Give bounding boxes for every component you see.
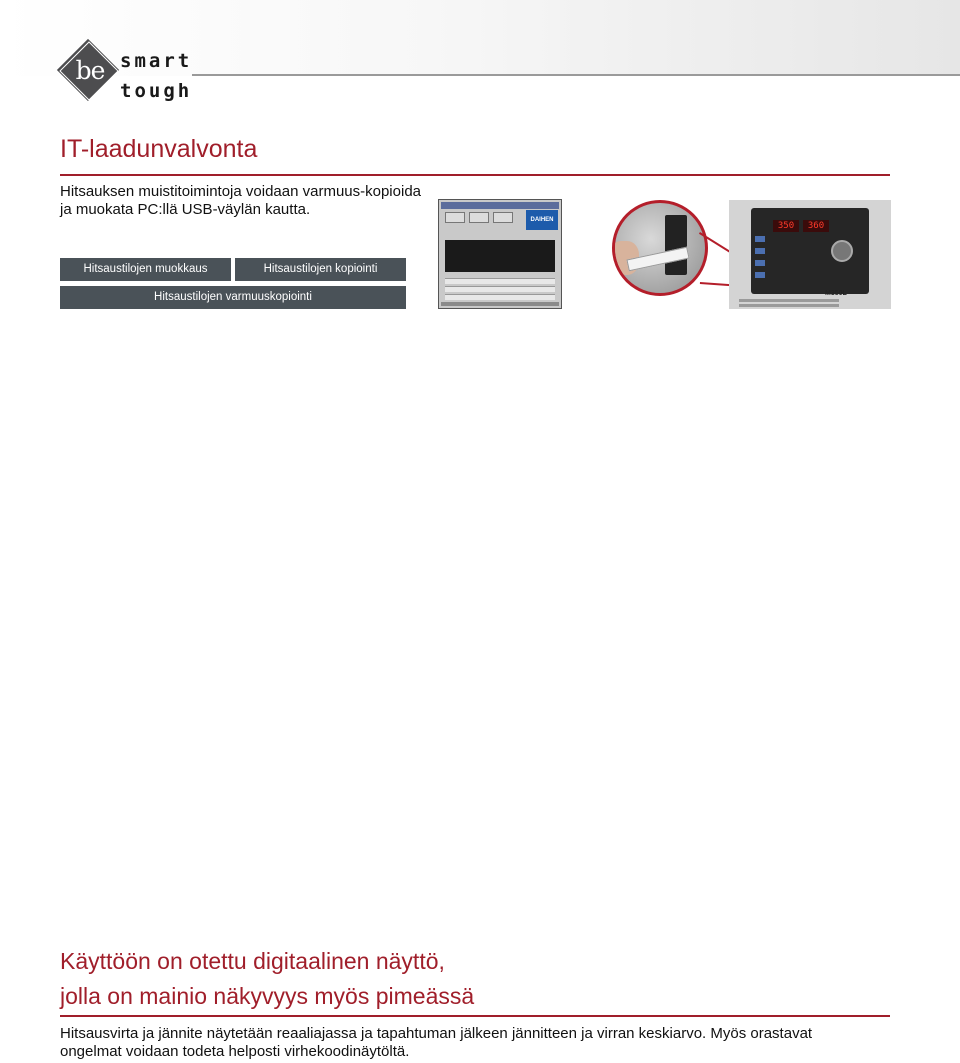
- software-button: [445, 212, 465, 223]
- subheading-line-2: jolla on mainio näkyvyys myös pimeässä: [60, 983, 475, 1009]
- software-brand-logo: DAIHEN: [526, 210, 558, 230]
- panel-key: [755, 248, 765, 254]
- body-text-line-2: ongelmat voidaan todeta helposti virhekoodinäytöltä.: [60, 1043, 410, 1060]
- vent-slot: [739, 304, 839, 307]
- software-settings-row: [445, 294, 555, 300]
- feature-box-copying: Hitsaustilojen kopiointi: [235, 258, 406, 281]
- welder-control-panel-image: [729, 200, 891, 309]
- feature-box-editing: Hitsaustilojen muokkaus: [60, 258, 231, 281]
- display-right: 360: [803, 220, 829, 232]
- panel-key: [755, 260, 765, 266]
- intro-text: Hitsauksen muistitoimintoja voidaan varmuus-kopioida ja muokata PC:llä USB-väylän kautta.: [60, 183, 422, 218]
- model-label: M350L: [825, 290, 847, 297]
- display-left: 350: [773, 220, 799, 232]
- vent-slot: [739, 299, 839, 302]
- panel-key: [755, 272, 765, 278]
- feature-box-backup: Hitsaustilojen varmuuskopiointi: [60, 286, 406, 309]
- control-panel-face: [751, 208, 869, 294]
- software-screenshot-image: [438, 199, 562, 309]
- software-settings-row: [445, 278, 555, 284]
- software-button: [493, 212, 513, 223]
- section-title: IT-laadunvalvonta: [60, 135, 258, 163]
- section-title-rule: [60, 174, 890, 176]
- body-text-line-1: Hitsausvirta ja jännite näytetään reaaliajassa ja tapahtuman jälkeen jännitteen ja virran keskiarvo. Myös orastavat: [60, 1025, 813, 1042]
- software-titlebar: [441, 202, 559, 209]
- usb-slot: [665, 215, 687, 275]
- subheading-rule: [60, 1015, 890, 1017]
- panel-key: [755, 236, 765, 242]
- software-button: [469, 212, 489, 223]
- control-knob-icon: [831, 240, 853, 262]
- subheading-line-1: Käyttöön on otettu digitaalinen näyttö,: [60, 948, 445, 974]
- logo-mark: be: [75, 56, 105, 85]
- header-rule: [192, 74, 960, 76]
- usb-port-closeup-image: [612, 200, 708, 296]
- software-panel-diagram: [445, 240, 555, 272]
- logo-word-smart: smart: [120, 50, 193, 72]
- logo-word-tough: tough: [120, 80, 193, 102]
- software-settings-row: [445, 286, 555, 292]
- brand-logo: [56, 40, 206, 112]
- software-statusbar: [441, 302, 559, 306]
